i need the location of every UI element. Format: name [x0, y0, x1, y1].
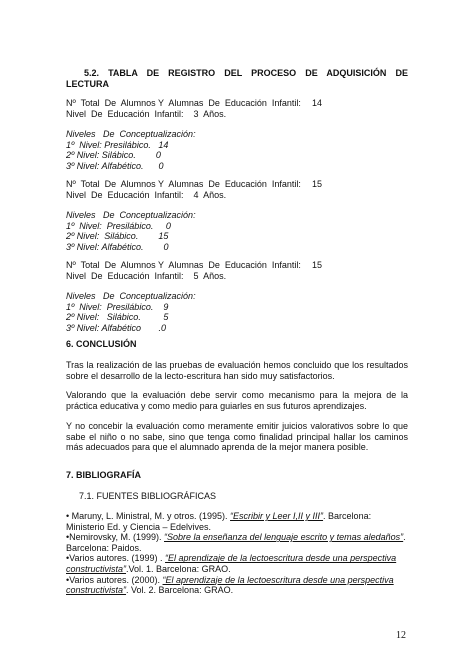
bibliography-subheading: 7.1. FUENTES BIBLIOGRÁFICAS	[79, 491, 217, 501]
book-title: “El aprendizaje de la lectoescritura desde una perspectiva constructivista”	[66, 574, 394, 596]
levels-heading: Niveles De Conceptualización:	[66, 210, 196, 220]
group-5-years	[66, 260, 408, 281]
conclusion-paragraph-3: Y no concebir la evaluación como meramente emitir juicios valorativos sobre lo que sabe el niño o no sabe, sino que tenga como finalidad principal hallar los caminos más adecuados para que el alumnado aprenda de la mejor manera posible.	[66, 421, 408, 453]
conclusion-paragraph-2: Valorando que la evaluación debe servir como mecanismo para la mejora de la práctica educativa y como medio para guiarles en sus futuros aprendizajes.	[66, 390, 408, 411]
conclusion-heading: 6. CONCLUSIÓN	[66, 339, 137, 349]
total-students-value: 15	[312, 179, 323, 189]
bibliography-entry: • Maruny, L. Ministral, M. y otros. (1995). “Escribir y Leer I,II y III”. Barcelona: Ministerio Ed. y Ciencia – Edelvives.	[66, 511, 372, 532]
level-2: 2º Nivel: Silábico. 5	[66, 312, 169, 323]
levels-heading: Niveles De Conceptualización:	[66, 129, 196, 139]
education-level: Nivel De Educación Infantil: 5 Años.	[66, 270, 227, 281]
level-1: 1º Nivel: Presilábico. 9	[66, 301, 169, 312]
total-students-label: Nº Total De Alumnos Y Alumnas De Educación Infantil:	[66, 179, 301, 189]
conclusion-paragraph-1: Tras la realización de las pruebas de evaluación hemos concluido que los resultados sobre el desarrollo de la lecto-escritura han sido muy satisfactorios.	[66, 360, 408, 381]
total-students-label: Nº Total De Alumnos Y Alumnas De Educación Infantil:	[66, 260, 301, 270]
section-title-line1: 5.2. TABLA DE REGISTRO DEL PROCESO DE ADQUISICIÓN DE	[84, 68, 408, 78]
bibliography-entry: •Nemirovsky, M. (1999). “Sobre la enseñanza del lenguaje escrito y temas aledaños”. Barcelona: Paidos.	[66, 532, 406, 553]
level-1: 1º Nivel: Presilábico. 14	[66, 139, 169, 150]
levels-group-2	[66, 210, 408, 252]
level-1: 1º Nivel: Presilábico. 0	[66, 220, 171, 231]
levels-group-3	[66, 291, 408, 333]
level-2: 2º Nivel: Silábico. 15	[66, 231, 169, 242]
book-title: “Escribir y Leer I,II y III”	[230, 511, 324, 521]
book-title: “El aprendizaje de la lectoescritura desde una perspectiva constructivista”	[66, 553, 397, 574]
levels-heading: Niveles De Conceptualización:	[66, 291, 196, 301]
book-title: “Sobre la enseñanza del lenguaje escrito y temas aledaños”	[164, 532, 404, 543]
education-level: Nivel De Educación Infantil: 4 Años.	[66, 189, 227, 200]
page-number: 12	[396, 630, 406, 641]
section-title-line2: LECTURA	[66, 78, 109, 89]
bibliography-heading: 7. BIBLIOGRAFÍA	[66, 470, 142, 480]
total-students-value: 14	[312, 98, 323, 108]
group-4-years	[66, 179, 408, 200]
level-2: 2º Nivel: Silábico. 0	[66, 150, 161, 161]
level-3: 3º Nivel: Alfabético .0	[66, 322, 166, 333]
level-3: 3º Nivel: Alfabético. 0	[66, 241, 169, 252]
bibliography-entry: •Varios autores. (2000). “El aprendizaje de la lectoescritura desde una perspectiva constructivista”. Vol. 2. Barcelona: GRAO.	[66, 574, 394, 596]
total-students-value: 15	[312, 260, 323, 270]
bibliography-list	[66, 511, 408, 596]
education-level: Nivel De Educación Infantil: 3 Años.	[66, 108, 227, 119]
group-3-years	[66, 98, 408, 119]
total-students-label: Nº Total De Alumnos Y Alumnas De Educación Infantil:	[66, 98, 301, 108]
level-3: 3º Nivel: Alfabético. 0	[66, 160, 164, 171]
bibliography-entry: •Varios autores. (1999) . “El aprendizaje de la lectoescritura desde una perspectiva constructivista”.Vol. 1. Barcelona: GRAO.	[66, 553, 397, 574]
levels-group-1	[66, 129, 408, 171]
section-5-2-heading	[66, 68, 408, 89]
